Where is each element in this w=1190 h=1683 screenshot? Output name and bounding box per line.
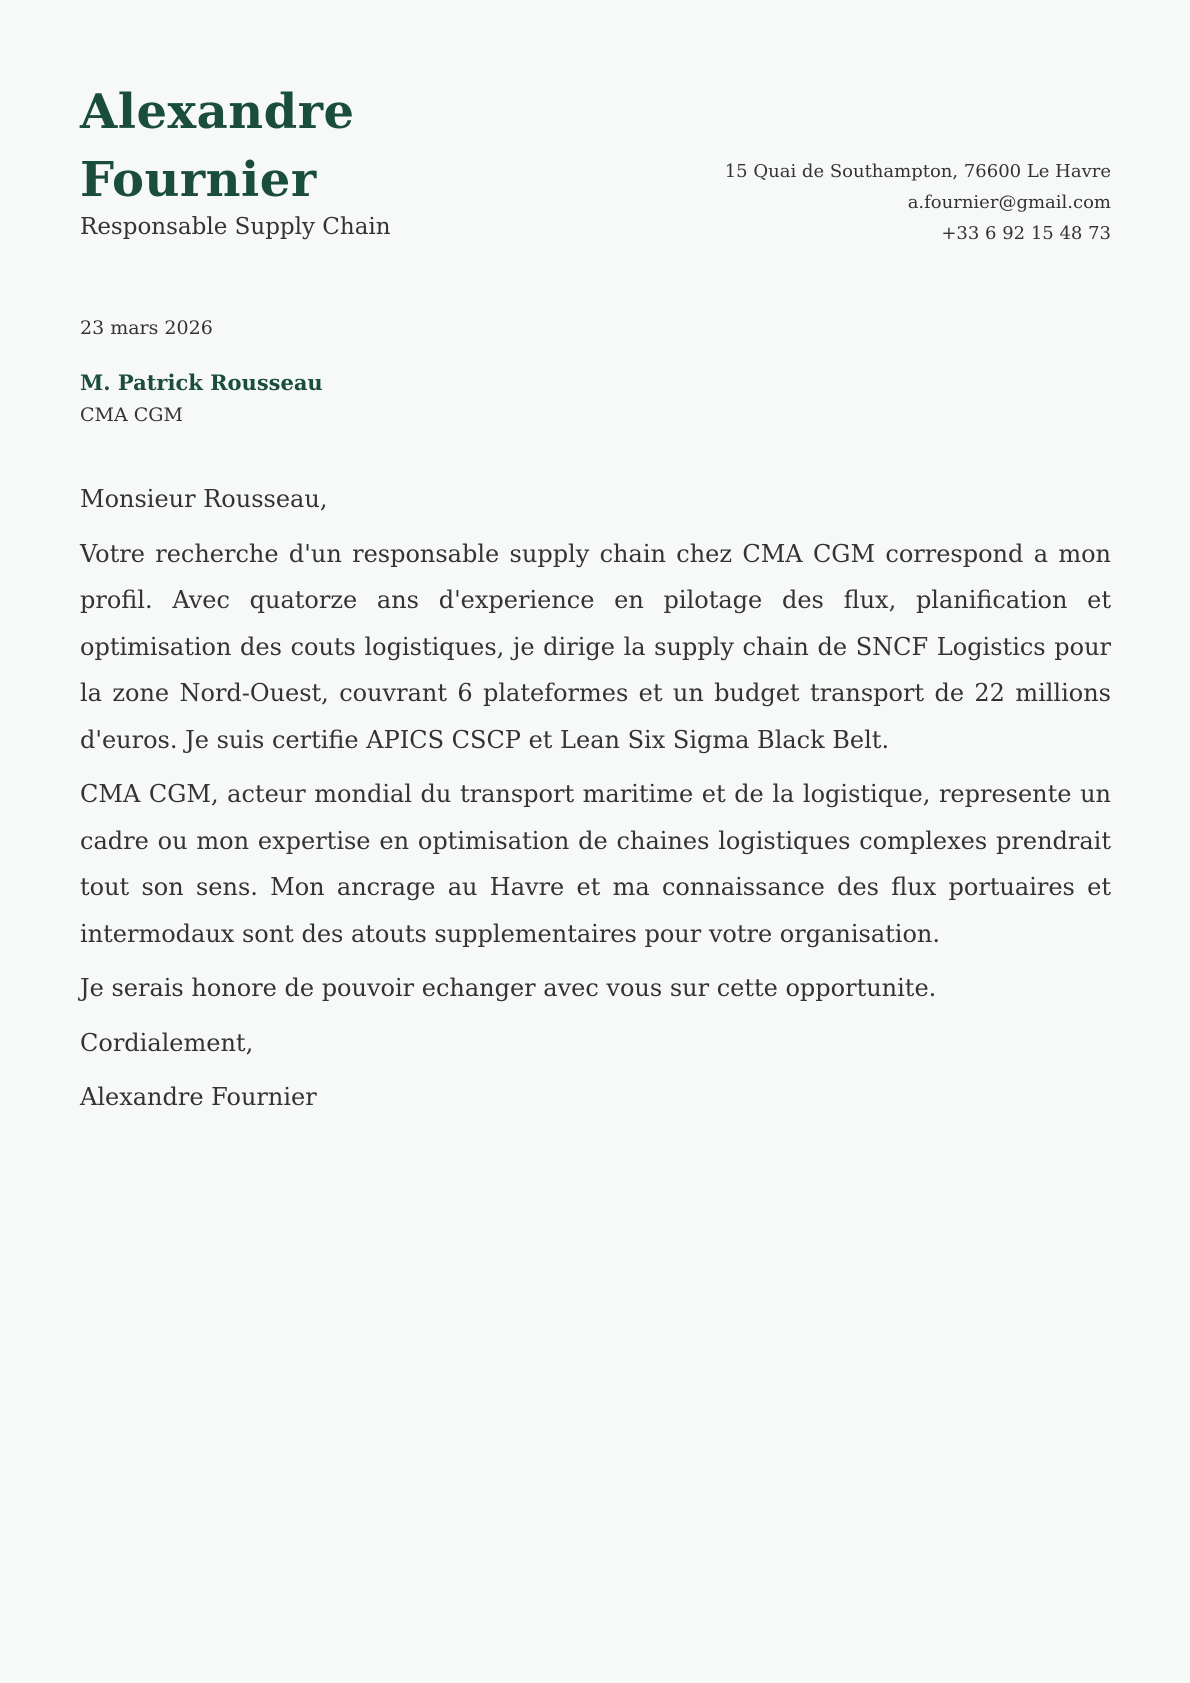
sender-role: Responsable Supply Chain	[80, 214, 391, 240]
letter-header	[80, 78, 1111, 278]
sender-last-name: Fournier	[80, 152, 317, 208]
paragraph-motivation: CMA CGM, acteur mondial du transport maritime et de la logistique, represente un cadre ou mon expertise en optimisation de chaines logistiques complexes prendrait tout son sens. Mon ancrage au Havre et ma connaissance des flux portuaires et intermodaux sont des atouts supplementaires pour votre organisation.	[80, 780, 1111, 948]
contact-address: 15 Quai de Southampton, 76600 Le Havre	[724, 161, 1111, 182]
letter-body	[80, 476, 1111, 1129]
recipient-name: M. Patrick Rousseau	[80, 370, 323, 395]
letter-date: 23 mars 2026	[80, 317, 213, 339]
paragraph-request: Je serais honore de pouvoir echanger avec vous sur cette opportunite.	[80, 974, 937, 1002]
contact-email: a.fournier@gmail.com	[907, 192, 1111, 213]
signature: Alexandre Fournier	[80, 1083, 317, 1111]
salutation: Monsieur Rousseau,	[80, 485, 328, 513]
cover-letter	[80, 78, 1111, 1111]
closing: Cordialement,	[80, 1028, 254, 1057]
recipient-company: CMA CGM	[80, 404, 183, 426]
contact-block	[725, 156, 1111, 249]
sender-first-name: Alexandre	[80, 84, 355, 140]
paragraph-intro: Votre recherche d'un responsable supply chain chez CMA CGM correspond a mon profil. Avec quatorze ans d'experience en pilotage des flux, planification et optimisation des couts logistiques, je dirige la supply chain de SNCF Logistics pour la zone Nord-Ouest, couvrant 6 plateformes et un budget transport de 22 millions d'euros. Je suis certifie APICS CSCP et Lean Six Sigma Black Belt.	[80, 539, 1111, 754]
contact-phone: +33 6 92 15 48 73	[941, 223, 1111, 244]
